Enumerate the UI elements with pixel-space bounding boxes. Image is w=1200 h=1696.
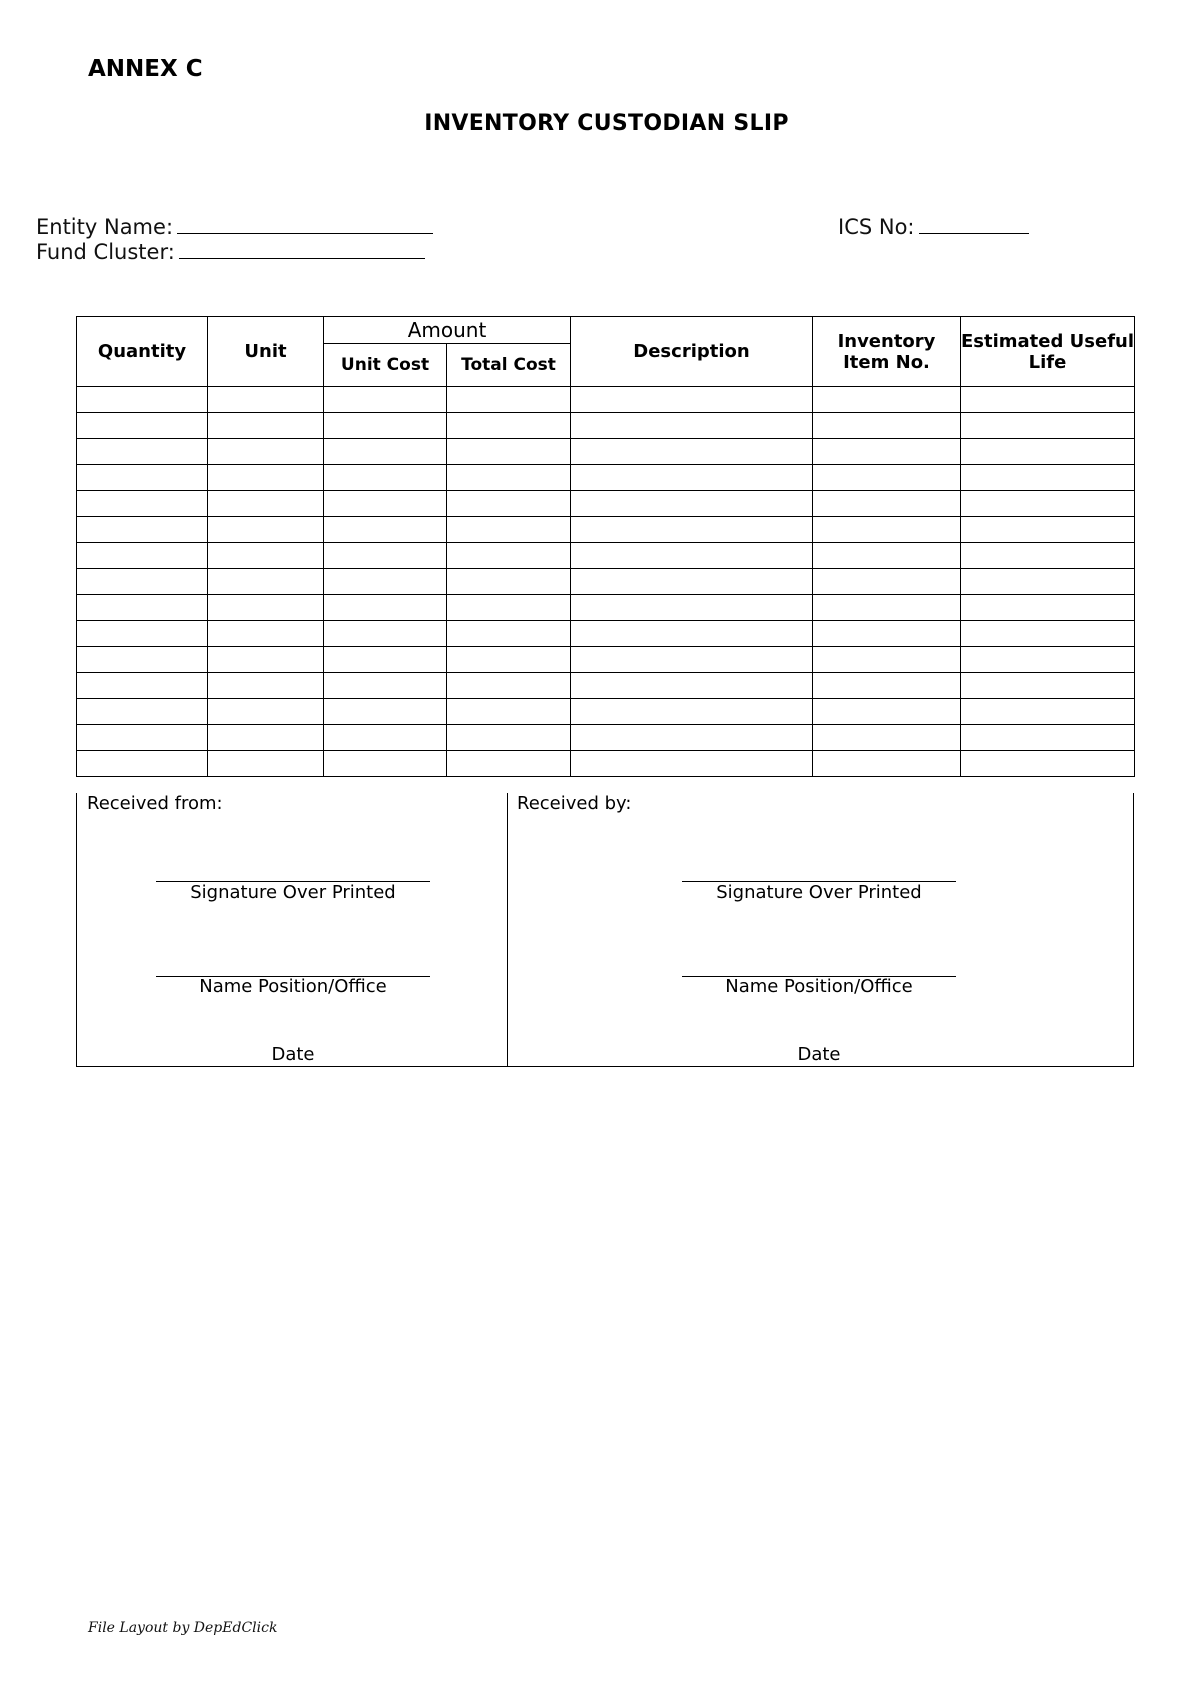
table-cell[interactable] [813,543,961,569]
table-cell[interactable] [571,595,813,621]
table-cell[interactable] [208,517,324,543]
table-cell[interactable] [77,751,208,777]
table-cell[interactable] [961,569,1135,595]
table-cell[interactable] [77,569,208,595]
table-cell[interactable] [324,517,447,543]
table-cell[interactable] [961,439,1135,465]
table-row [77,413,1135,439]
table-cell[interactable] [208,621,324,647]
table-cell[interactable] [324,491,447,517]
table-cell[interactable] [813,569,961,595]
received-from-date: Date [271,1044,315,1065]
entity-name-field[interactable] [36,215,433,239]
annex-label: ANNEX C [88,56,203,82]
table-cell[interactable] [324,595,447,621]
table-cell[interactable] [961,647,1135,673]
table-cell[interactable] [208,725,324,751]
table-cell[interactable] [813,465,961,491]
table-cell[interactable] [961,387,1135,413]
table-cell[interactable] [447,465,571,491]
ics-no-field[interactable] [838,215,1029,239]
table-cell[interactable] [208,699,324,725]
table-cell[interactable] [571,751,813,777]
table-cell[interactable] [324,569,447,595]
table-cell[interactable] [447,517,571,543]
header-unit-cost: Unit Cost [324,344,447,387]
table-cell[interactable] [961,751,1135,777]
header-inventory-item-no: Inventory Item No. [813,317,961,387]
table-cell[interactable] [961,517,1135,543]
table-cell[interactable] [961,491,1135,517]
table-row [77,751,1135,777]
table-cell[interactable] [447,621,571,647]
table-cell[interactable] [961,699,1135,725]
table-cell[interactable] [447,439,571,465]
table-cell[interactable] [324,673,447,699]
ics-no-blank[interactable] [919,232,1029,234]
table-cell[interactable] [324,647,447,673]
table-row [77,595,1135,621]
table-cell[interactable] [324,699,447,725]
table-row [77,387,1135,413]
header-unit: Unit [208,317,324,387]
table-cell[interactable] [447,673,571,699]
table-cell[interactable] [571,569,813,595]
table-cell[interactable] [77,621,208,647]
table-cell[interactable] [813,699,961,725]
table-cell[interactable] [813,673,961,699]
header-description: Description [571,317,813,387]
table-cell[interactable] [447,725,571,751]
table-cell[interactable] [447,413,571,439]
table-cell[interactable] [77,725,208,751]
table-cell[interactable] [571,647,813,673]
table-cell[interactable] [571,491,813,517]
table-cell[interactable] [571,699,813,725]
received-from-signature-caption: Signature Over Printed [190,882,396,903]
table-cell[interactable] [813,387,961,413]
table-cell[interactable] [961,413,1135,439]
table-cell[interactable] [324,725,447,751]
table-cell[interactable] [447,387,571,413]
received-from-label: Received from: [87,793,223,814]
table-cell[interactable] [571,439,813,465]
table-cell[interactable] [571,621,813,647]
footer-credit: File Layout by DepEdClick [88,1620,278,1636]
table-cell[interactable] [208,543,324,569]
entity-name-blank[interactable] [177,232,433,234]
table-cell[interactable] [961,595,1135,621]
fund-cluster-field[interactable] [36,240,425,264]
table-cell[interactable] [77,439,208,465]
table-row [77,569,1135,595]
table-cell[interactable] [324,413,447,439]
header-total-cost: Total Cost [447,344,571,387]
table-cell[interactable] [447,647,571,673]
table-cell[interactable] [208,569,324,595]
table-cell[interactable] [961,725,1135,751]
table-cell[interactable] [961,673,1135,699]
table-cell[interactable] [77,387,208,413]
table-cell[interactable] [447,751,571,777]
fund-cluster-blank[interactable] [179,257,425,259]
table-cell[interactable] [208,673,324,699]
table-row [77,465,1135,491]
table-cell[interactable] [447,699,571,725]
table-row [77,543,1135,569]
entity-name-label: Entity Name: [36,215,174,239]
table-cell[interactable] [208,647,324,673]
received-by-name-caption: Name Position/Office [725,976,913,997]
table-cell[interactable] [571,673,813,699]
table-cell[interactable] [813,751,961,777]
table-cell[interactable] [571,387,813,413]
ics-no-label: ICS No: [838,215,915,239]
table-cell[interactable] [208,439,324,465]
table-cell[interactable] [447,569,571,595]
table-cell[interactable] [571,413,813,439]
table-cell[interactable] [813,647,961,673]
table-cell[interactable] [77,491,208,517]
table-row [77,725,1135,751]
table-cell[interactable] [77,673,208,699]
table-row [77,673,1135,699]
signature-divider [507,793,508,1066]
table-cell[interactable] [813,517,961,543]
table-cell[interactable] [571,517,813,543]
table-cell[interactable] [77,543,208,569]
table-cell[interactable] [208,751,324,777]
table-row [77,439,1135,465]
table-cell[interactable] [813,595,961,621]
received-from-name-caption: Name Position/Office [199,976,387,997]
table-cell[interactable] [77,647,208,673]
received-by-signature-caption: Signature Over Printed [716,882,922,903]
table-cell[interactable] [813,439,961,465]
table-cell[interactable] [571,725,813,751]
table-cell[interactable] [324,621,447,647]
header-quantity: Quantity [77,317,208,387]
table-cell[interactable] [208,595,324,621]
fund-cluster-label: Fund Cluster: [36,240,175,264]
table-cell[interactable] [208,413,324,439]
table-cell[interactable] [77,413,208,439]
header-estimated-useful-life: Estimated Useful Life [961,317,1135,387]
table-cell[interactable] [813,725,961,751]
table-cell[interactable] [813,413,961,439]
table-cell[interactable] [324,465,447,491]
table-cell[interactable] [208,387,324,413]
table-cell[interactable] [961,465,1135,491]
table-cell[interactable] [324,543,447,569]
table-body [77,387,1135,777]
header-amount: Amount [324,317,571,344]
table-cell[interactable] [324,439,447,465]
table-cell[interactable] [208,491,324,517]
signature-section [76,793,1134,1067]
table-cell[interactable] [77,699,208,725]
received-by-date: Date [797,1044,841,1065]
table-row [77,491,1135,517]
table-cell[interactable] [324,387,447,413]
table-cell[interactable] [571,465,813,491]
table-row [77,517,1135,543]
table-cell[interactable] [813,491,961,517]
table-cell[interactable] [77,465,208,491]
table-row [77,699,1135,725]
table-cell[interactable] [961,621,1135,647]
table-cell[interactable] [324,751,447,777]
table-row [77,647,1135,673]
table-cell[interactable] [77,517,208,543]
table-cell[interactable] [813,621,961,647]
inventory-table [76,316,1135,777]
table-cell[interactable] [447,595,571,621]
table-cell[interactable] [77,595,208,621]
table-row [77,621,1135,647]
table-cell[interactable] [447,491,571,517]
table-cell[interactable] [208,465,324,491]
received-by-label: Received by: [517,793,632,814]
form-title: INVENTORY CUSTODIAN SLIP [424,111,789,136]
table-cell[interactable] [447,543,571,569]
table-cell[interactable] [571,543,813,569]
table-cell[interactable] [961,543,1135,569]
